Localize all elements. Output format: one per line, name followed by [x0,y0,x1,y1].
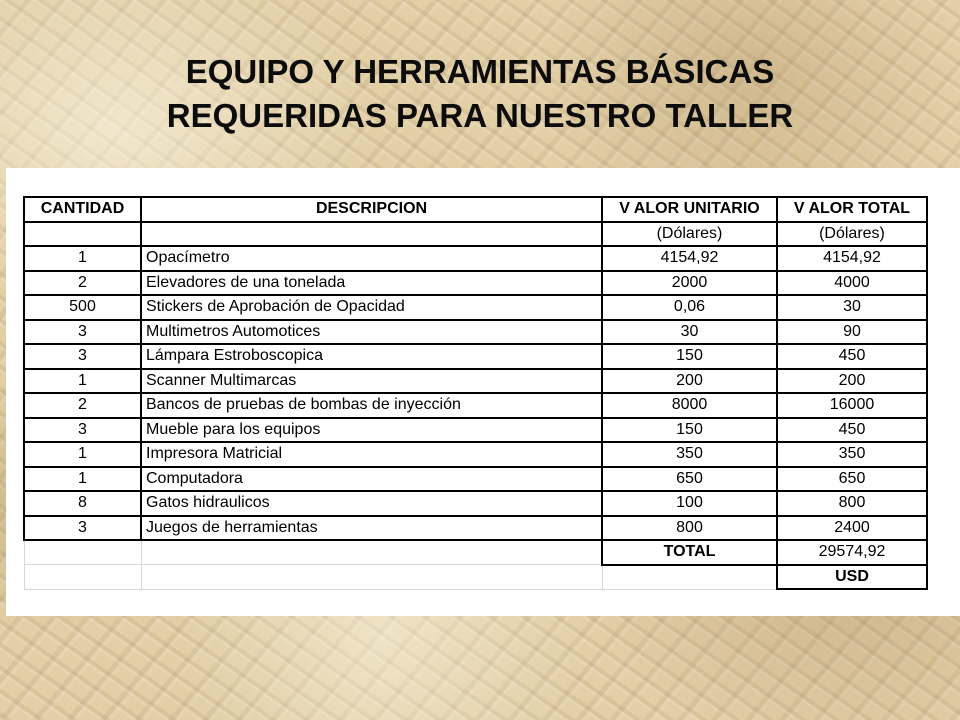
cell-cantidad: 1 [24,246,141,271]
cell-valor-total: 16000 [777,393,927,418]
cell-valor-unitario: 150 [602,418,777,443]
table-row [24,442,927,467]
cell-valor-unitario: 4154,92 [602,246,777,271]
empty-cell [24,540,141,565]
cell-valor-unitario: 100 [602,491,777,516]
cell-descripcion: Scanner Multimarcas [141,369,602,394]
cell-valor-total: 650 [777,467,927,492]
title-line-2: REQUERIDAS PARA NUESTRO TALLER [166,97,794,134]
cell-valor-total: 450 [777,418,927,443]
cell-descripcion: Opacímetro [141,246,602,271]
equipment-table [23,196,928,590]
cell-cantidad: 3 [24,516,141,541]
cell-descripcion: Bancos de pruebas de bombas de inyección [141,393,602,418]
cell-descripcion: Multimetros Automotices [141,320,602,345]
empty-cell [141,540,602,565]
cell-valor-total: 200 [777,369,927,394]
empty-cell [602,565,777,590]
table-row [24,271,927,296]
cell-valor-total: 4000 [777,271,927,296]
cell-cantidad: 1 [24,369,141,394]
cell-descripcion: Mueble para los equipos [141,418,602,443]
cell-valor-total: 2400 [777,516,927,541]
table-row [24,516,927,541]
cell-cantidad: 3 [24,344,141,369]
table-row [24,418,927,443]
subheader-valor-total: (Dólares) [777,222,927,247]
currency-row [24,565,927,590]
cell-cantidad: 1 [24,467,141,492]
cell-valor-total: 4154,92 [777,246,927,271]
spreadsheet-image [6,168,960,616]
cell-cantidad: 3 [24,320,141,345]
cell-cantidad: 2 [24,393,141,418]
cell-valor-unitario: 200 [602,369,777,394]
cell-descripcion: Stickers de Aprobación de Opacidad [141,295,602,320]
cell-valor-unitario: 350 [602,442,777,467]
cell-descripcion: Juegos de herramientas [141,516,602,541]
title-line-1: EQUIPO Y HERRAMIENTAS BÁSICAS [185,53,775,90]
table-row [24,344,927,369]
cell-cantidad: 2 [24,271,141,296]
cell-valor-unitario: 2000 [602,271,777,296]
cell-descripcion: Impresora Matricial [141,442,602,467]
table-row [24,467,927,492]
cell-descripcion: Gatos hidraulicos [141,491,602,516]
cell-descripcion: Computadora [141,467,602,492]
cell-valor-total: 30 [777,295,927,320]
cell-cantidad: 500 [24,295,141,320]
table-row [24,393,927,418]
cell-valor-unitario: 30 [602,320,777,345]
cell-valor-total: 90 [777,320,927,345]
currency-label: USD [777,565,927,590]
total-value: 29574,92 [777,540,927,565]
table-row [24,320,927,345]
cell-cantidad: 1 [24,442,141,467]
cell-valor-total: 350 [777,442,927,467]
table-row [24,369,927,394]
cell-descripcion: Lámpara Estroboscopica [141,344,602,369]
subheader-valor-unitario: (Dólares) [602,222,777,247]
cell-descripcion: Elevadores de una tonelada [141,271,602,296]
table-row [24,491,927,516]
subheader-row [24,222,927,247]
header-descripcion: DESCRIPCION [141,197,602,222]
slide-title [0,50,960,138]
cell-valor-total: 800 [777,491,927,516]
cell-cantidad: 8 [24,491,141,516]
subheader-cantidad [24,222,141,247]
header-valor-unitario: V ALOR UNITARIO [602,197,777,222]
header-cantidad: CANTIDAD [24,197,141,222]
total-label: TOTAL [602,540,777,565]
cell-valor-unitario: 650 [602,467,777,492]
cell-cantidad: 3 [24,418,141,443]
cell-valor-unitario: 150 [602,344,777,369]
cell-valor-total: 450 [777,344,927,369]
empty-cell [24,565,141,590]
cell-valor-unitario: 8000 [602,393,777,418]
cell-valor-unitario: 0,06 [602,295,777,320]
table-row [24,246,927,271]
table-row [24,295,927,320]
subheader-descripcion [141,222,602,247]
empty-cell [141,565,602,590]
cell-valor-unitario: 800 [602,516,777,541]
header-valor-total: V ALOR TOTAL [777,197,927,222]
header-row [24,197,927,222]
total-row [24,540,927,565]
